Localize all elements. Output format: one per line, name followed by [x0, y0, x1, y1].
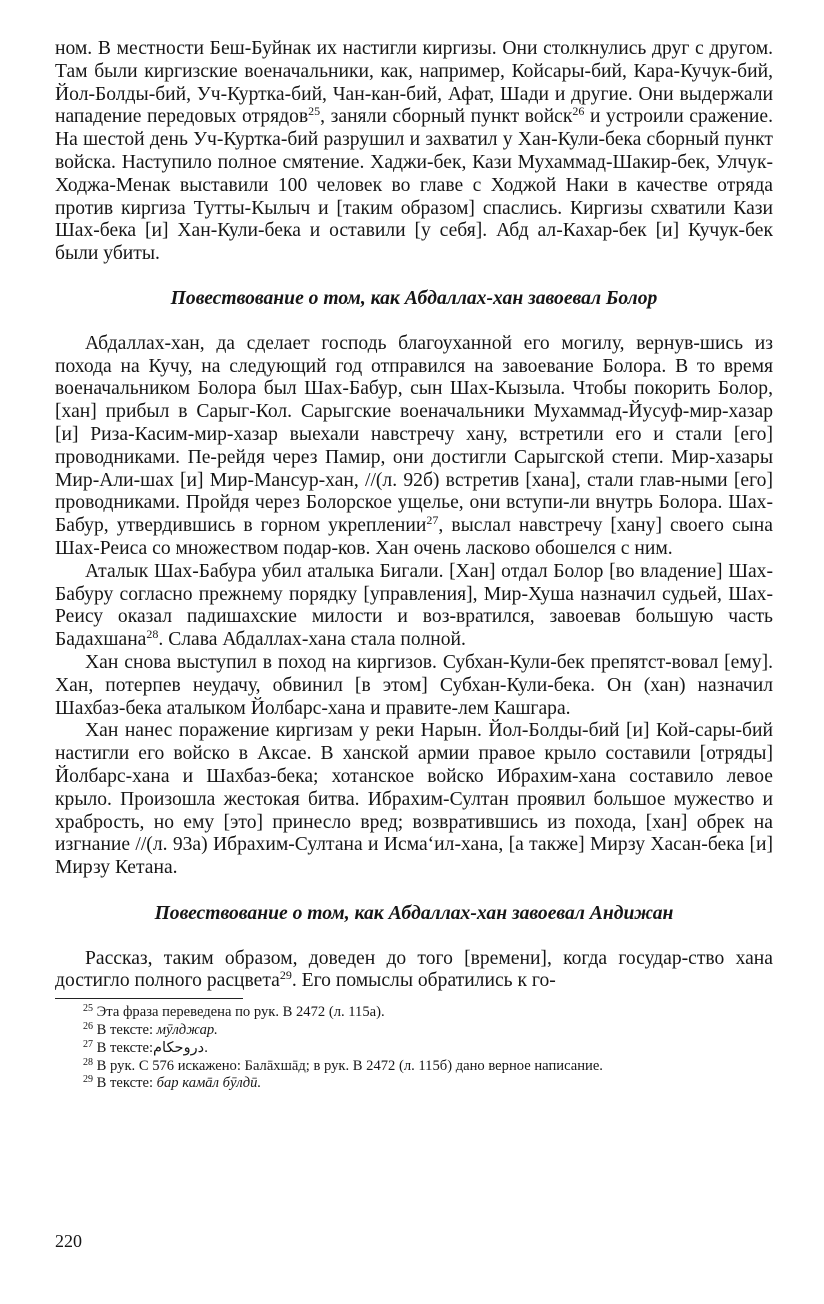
text-run: . Слава Абдаллах-хана стала полной.: [158, 629, 466, 651]
text-run: Аталык Шах-Бабура убил аталыка Бигали. [Хан] отдал Болор [во владение] Шах-Бабуру согласно прежнему порядку [управления], Мир-Хуша назначил судьей, Шах-Реису оказал падишахские милости и воз-вратился, завоевав большую часть Бадахшана: [55, 560, 773, 651]
text-run: Рассказ, таким образом, доведен до того [времени], когда государ-ство хана достигло полного расцвета: [55, 947, 773, 992]
footnote-text: В рук. С 576 искажено: Балāхшāд; в рук. В 2472 (л. 115б) дано верное написание.: [96, 1057, 603, 1074]
footnote-29: [55, 1075, 773, 1093]
footnote-ref-28[interactable]: 28: [146, 627, 159, 642]
paragraph: [55, 561, 773, 652]
paragraph: Хан снова выступил в поход на киргизов. Субхан-Кули-бек препятст-вовал [ему]. Хан, потерпев неудачу, обвинил [в этом] Субхан-Кули-бека. Он (хан) назначил Шахбаз-бека аталыком Йолбарс-хана и правите-лем Кашгара.: [55, 651, 773, 719]
footnote-27: [55, 1040, 773, 1058]
footnote-text: В тексте:: [96, 1039, 154, 1056]
paragraph: [55, 333, 773, 561]
footnote-25: [55, 1004, 773, 1022]
section-heading-andijan: Повествование о том, как Абдаллах-хан завоевал Андижан: [154, 902, 674, 924]
footnote-number: 25: [83, 1003, 93, 1015]
footnote-26: [55, 1022, 773, 1040]
footnote-divider: [55, 998, 243, 999]
text-run: , заняли сборный пункт войск: [320, 106, 573, 128]
text-run: Абдаллах-хан, да сделает господь благоуханной его могилу, вернув-шись из похода на Кучу, на следующий год отправился на завоевание Болора. В то время военачальником Болора был Шах-Бабур, сын Шах-Кызыла. Чтобы покорить Болор, [хан] прибыл в Сарыг-Кол. Сарыгские военачальники Мухаммад-Йусуф-мир-хазар [и] Риза-Касим-мир-хазар выехали навстречу хану, встретили его и стали [его] проводниками. Пе-рейдя через Памир, они достигли Сарыгской степи. Мир-хазары Мир-Али-шах [и] Мир-Мансур-хан, //(л. 92б) встретив [хана], стали глав-ными [его] проводниками. Пройдя через Болорское ущелье, они вступи-ли внутрь Болора. Шах-Бабур, утвердившись в горном укреплении: [55, 332, 773, 537]
text-run: . Его помыслы обратились к го-: [291, 970, 556, 992]
footnote-text: .: [204, 1039, 208, 1056]
footnote-text: В тексте:: [96, 1022, 157, 1039]
footnote-ref-29[interactable]: 29: [279, 968, 292, 983]
footnote-ref-26[interactable]: 26: [572, 104, 585, 119]
paragraph-continuation: [55, 38, 773, 266]
footnote-text: Эта фраза переведена по рук. В 2472 (л. 115а).: [96, 1004, 385, 1021]
footnote-number: 28: [83, 1056, 93, 1068]
footnote-28: [55, 1058, 773, 1076]
paragraph: [55, 948, 773, 994]
footnote-italic-term: мӯлджар.: [156, 1022, 218, 1039]
text-run: ном. В местности Беш-Буйнак их настигли киргизы. Они столкнулись друг с другом. Там были киргизские военачальники, как, например, Койсары-бий, Кара-Кучук-бий, Йол-Болды-бий, Уч-Куртка-бий, Чан-кан-бий, Афат, Шади и другие. Они выдержали нападение передовых отрядов: [55, 38, 773, 128]
footnote-arabic-term: ﺩﺭﻭﺣﻜﺎﻡ: [153, 1039, 205, 1056]
paragraph: Хан нанес поражение киргизам у реки Нарын. Йол-Болды-бий [и] Кой-сары-бий настигли его войско в Аксае. В ханской армии правое крыло составили [отряды] Йолбарс-хана и Шахбаз-бека; хотанское войско Ибрахим-хана составило левое крыло. Произошла жестокая битва. Ибрахим-Султан проявил большое мужество и храбрость, но ему [это] принесло вред; возвратившись из похода, [хан] обрек на изгнание //(л. 93а) Ибрахим-Султана и Исма‘ил-хана, [а также] Мирзу Хасан-бека [и] Мирзу Кетана.: [55, 720, 773, 879]
footnote-ref-27[interactable]: 27: [426, 513, 439, 528]
footnote-number: 27: [83, 1038, 93, 1050]
footnote-text: В тексте:: [96, 1075, 157, 1092]
footnote-ref-25[interactable]: 25: [308, 104, 321, 119]
text-run: , выслал навстречу [хану] своего сына Шах-Реиса со множеством подар-ков. Хан очень ласково обошелся с ним.: [55, 515, 773, 559]
text-run: и устроили сражение. На шестой день Уч-Куртка-бий разрушил и захватил у Хан-Кули-бека сборный пункт войска. Наступило полное смятение. Хаджи-бек, Кази Мухаммад-Шакир-бек, Улчук-Ходжа-Менак выставили 100 человек во главе с Ходжой Наки в качестве отряда против киргиза Тутты-Кылыч и [таким образом] спаслись. Киргизы схватили Кази Шах-бека [и] Хан-Кули-бека и оставили [у себя]. Абд ал-Кахар-бек [и] Кучук-бек были убиты.: [55, 106, 773, 265]
footnote-number: 26: [83, 1021, 93, 1033]
page-body: [55, 38, 773, 1093]
footnote-number: 29: [83, 1074, 93, 1086]
section-heading-bolor: Повествование о том, как Абдаллах-хан завоевал Болор: [170, 287, 658, 309]
page-number: 220: [55, 1231, 82, 1251]
footnote-italic-term: бар камāл бӯлдӣ.: [156, 1075, 262, 1092]
